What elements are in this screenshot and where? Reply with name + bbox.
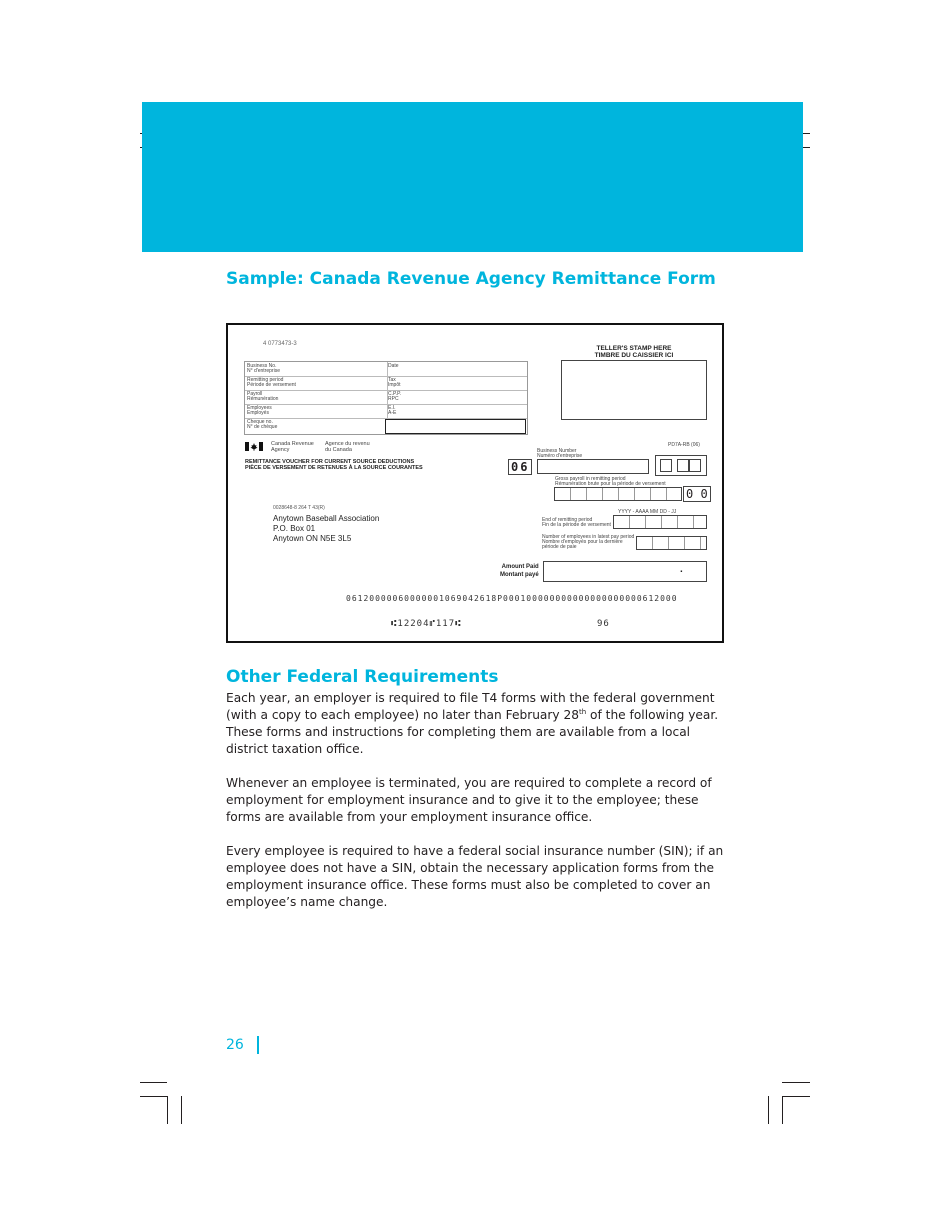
gross-payroll-cents: 0 0: [683, 486, 711, 502]
payer-address: Anytown Baseball Association P.O. Box 01 Anytown ON N5E 3L5: [273, 514, 380, 543]
crop-mark: [140, 1082, 167, 1083]
crop-mark: [782, 1096, 810, 1097]
stub-row-business-no: Business No. N° d'entreprise Date: [245, 362, 527, 377]
employees-label: Number of employees in latest pay period Nombre d'employés pour la dernière période de paie: [542, 534, 635, 550]
other-requirements-heading: Other Federal Requirements: [226, 667, 499, 687]
crop-mark: [167, 1096, 168, 1124]
teller-stamp-label: TELLER'S STAMP HERE TIMBRE DU CAISSIER ICI: [594, 345, 674, 359]
amount-paid-field[interactable]: [543, 561, 707, 582]
crop-mark: [768, 1096, 769, 1124]
stub-row-employees: Employees Employés E.I. A-E: [245, 404, 527, 419]
page-number: 26: [226, 1037, 244, 1053]
crop-mark: [782, 1096, 783, 1124]
payment-box: [385, 419, 526, 434]
teller-stamp-box: [561, 360, 707, 420]
page-number-divider: [257, 1036, 259, 1054]
agency-name-fr: Agence du revenu du Canada: [325, 441, 370, 453]
program-id-box: [655, 455, 707, 476]
agency-name-en: Canada Revenue Agency: [271, 441, 314, 453]
crop-mark: [181, 1096, 182, 1124]
reference-line: 0028648-8 264 T 43(R): [273, 505, 325, 511]
end-period-field[interactable]: [613, 515, 707, 529]
stub-row-remitting-period: Remitting period Période de versement Tax Impôt: [245, 376, 527, 391]
form-code: PD7A-RB (06): [668, 442, 700, 448]
paragraph-sin: Every employee is required to have a federal social insurance number (SIN); if an employee does not have a SIN, obtain the necessary application forms from the employment insurance office. These forms must also be completed to cover an employee’s name change.: [226, 844, 724, 909]
form-top-code: 4 0773473-3: [263, 341, 297, 347]
end-period-label: End of remitting period Fin de la période de versement: [542, 517, 611, 528]
scan-line: 06120000060000001069042618P000100000000000000000000612000: [346, 594, 678, 603]
amount-paid-label: Amount Paid Montant payé: [500, 564, 539, 578]
employees-field[interactable]: [636, 536, 707, 550]
crop-mark: [782, 1082, 810, 1083]
stub-row-cheque: Cheque no. N° de chèque: [247, 419, 278, 430]
paragraph-record-of-employment: Whenever an employee is terminated, you are required to complete a record of employment for employment insurance and to give it to the employee; these forms are available from your employment insurance office.: [226, 776, 712, 824]
paragraph-t4-forms: Each year, an employer is required to file T4 forms with the federal government (with a copy to each employee) no later than February 28th of the following year. These forms and instructions for completing them are available from a local district taxation office.: [226, 691, 719, 756]
crop-mark: [140, 1096, 167, 1097]
header-banner: [142, 102, 803, 252]
gross-payroll-field[interactable]: [554, 487, 682, 501]
canada-flag-icon: [245, 442, 263, 451]
micr-line: ⑆12204⑈117⑆: [391, 619, 462, 629]
stub-row-payroll: Payroll Rémunération C.P.P. RPC: [245, 390, 527, 405]
date-headers: YYYY - AAAA MM DD - JJ: [618, 509, 677, 515]
voucher-title: REMITTANCE VOUCHER FOR CURRENT SOURCE DEDUCTIONS PIÈCE DE VERSEMENT DE RETENUES À LA SOURCE COURANTES: [245, 459, 423, 471]
sample-heading: Sample: Canada Revenue Agency Remittance Form: [226, 269, 716, 289]
business-number-prefix: 06: [508, 459, 532, 475]
crop-mark: [803, 147, 810, 148]
micr-code: 96: [597, 619, 610, 629]
crop-mark: [803, 133, 810, 134]
gross-payroll-label: Gross payroll in remitting period Rémunération brute pour la période de versement: [555, 476, 666, 487]
business-number-field[interactable]: [537, 459, 649, 474]
remittance-form: [226, 323, 724, 643]
business-number-label: Business Number Numéro d'entreprise: [537, 448, 583, 459]
amount-decimal: .: [680, 564, 683, 575]
